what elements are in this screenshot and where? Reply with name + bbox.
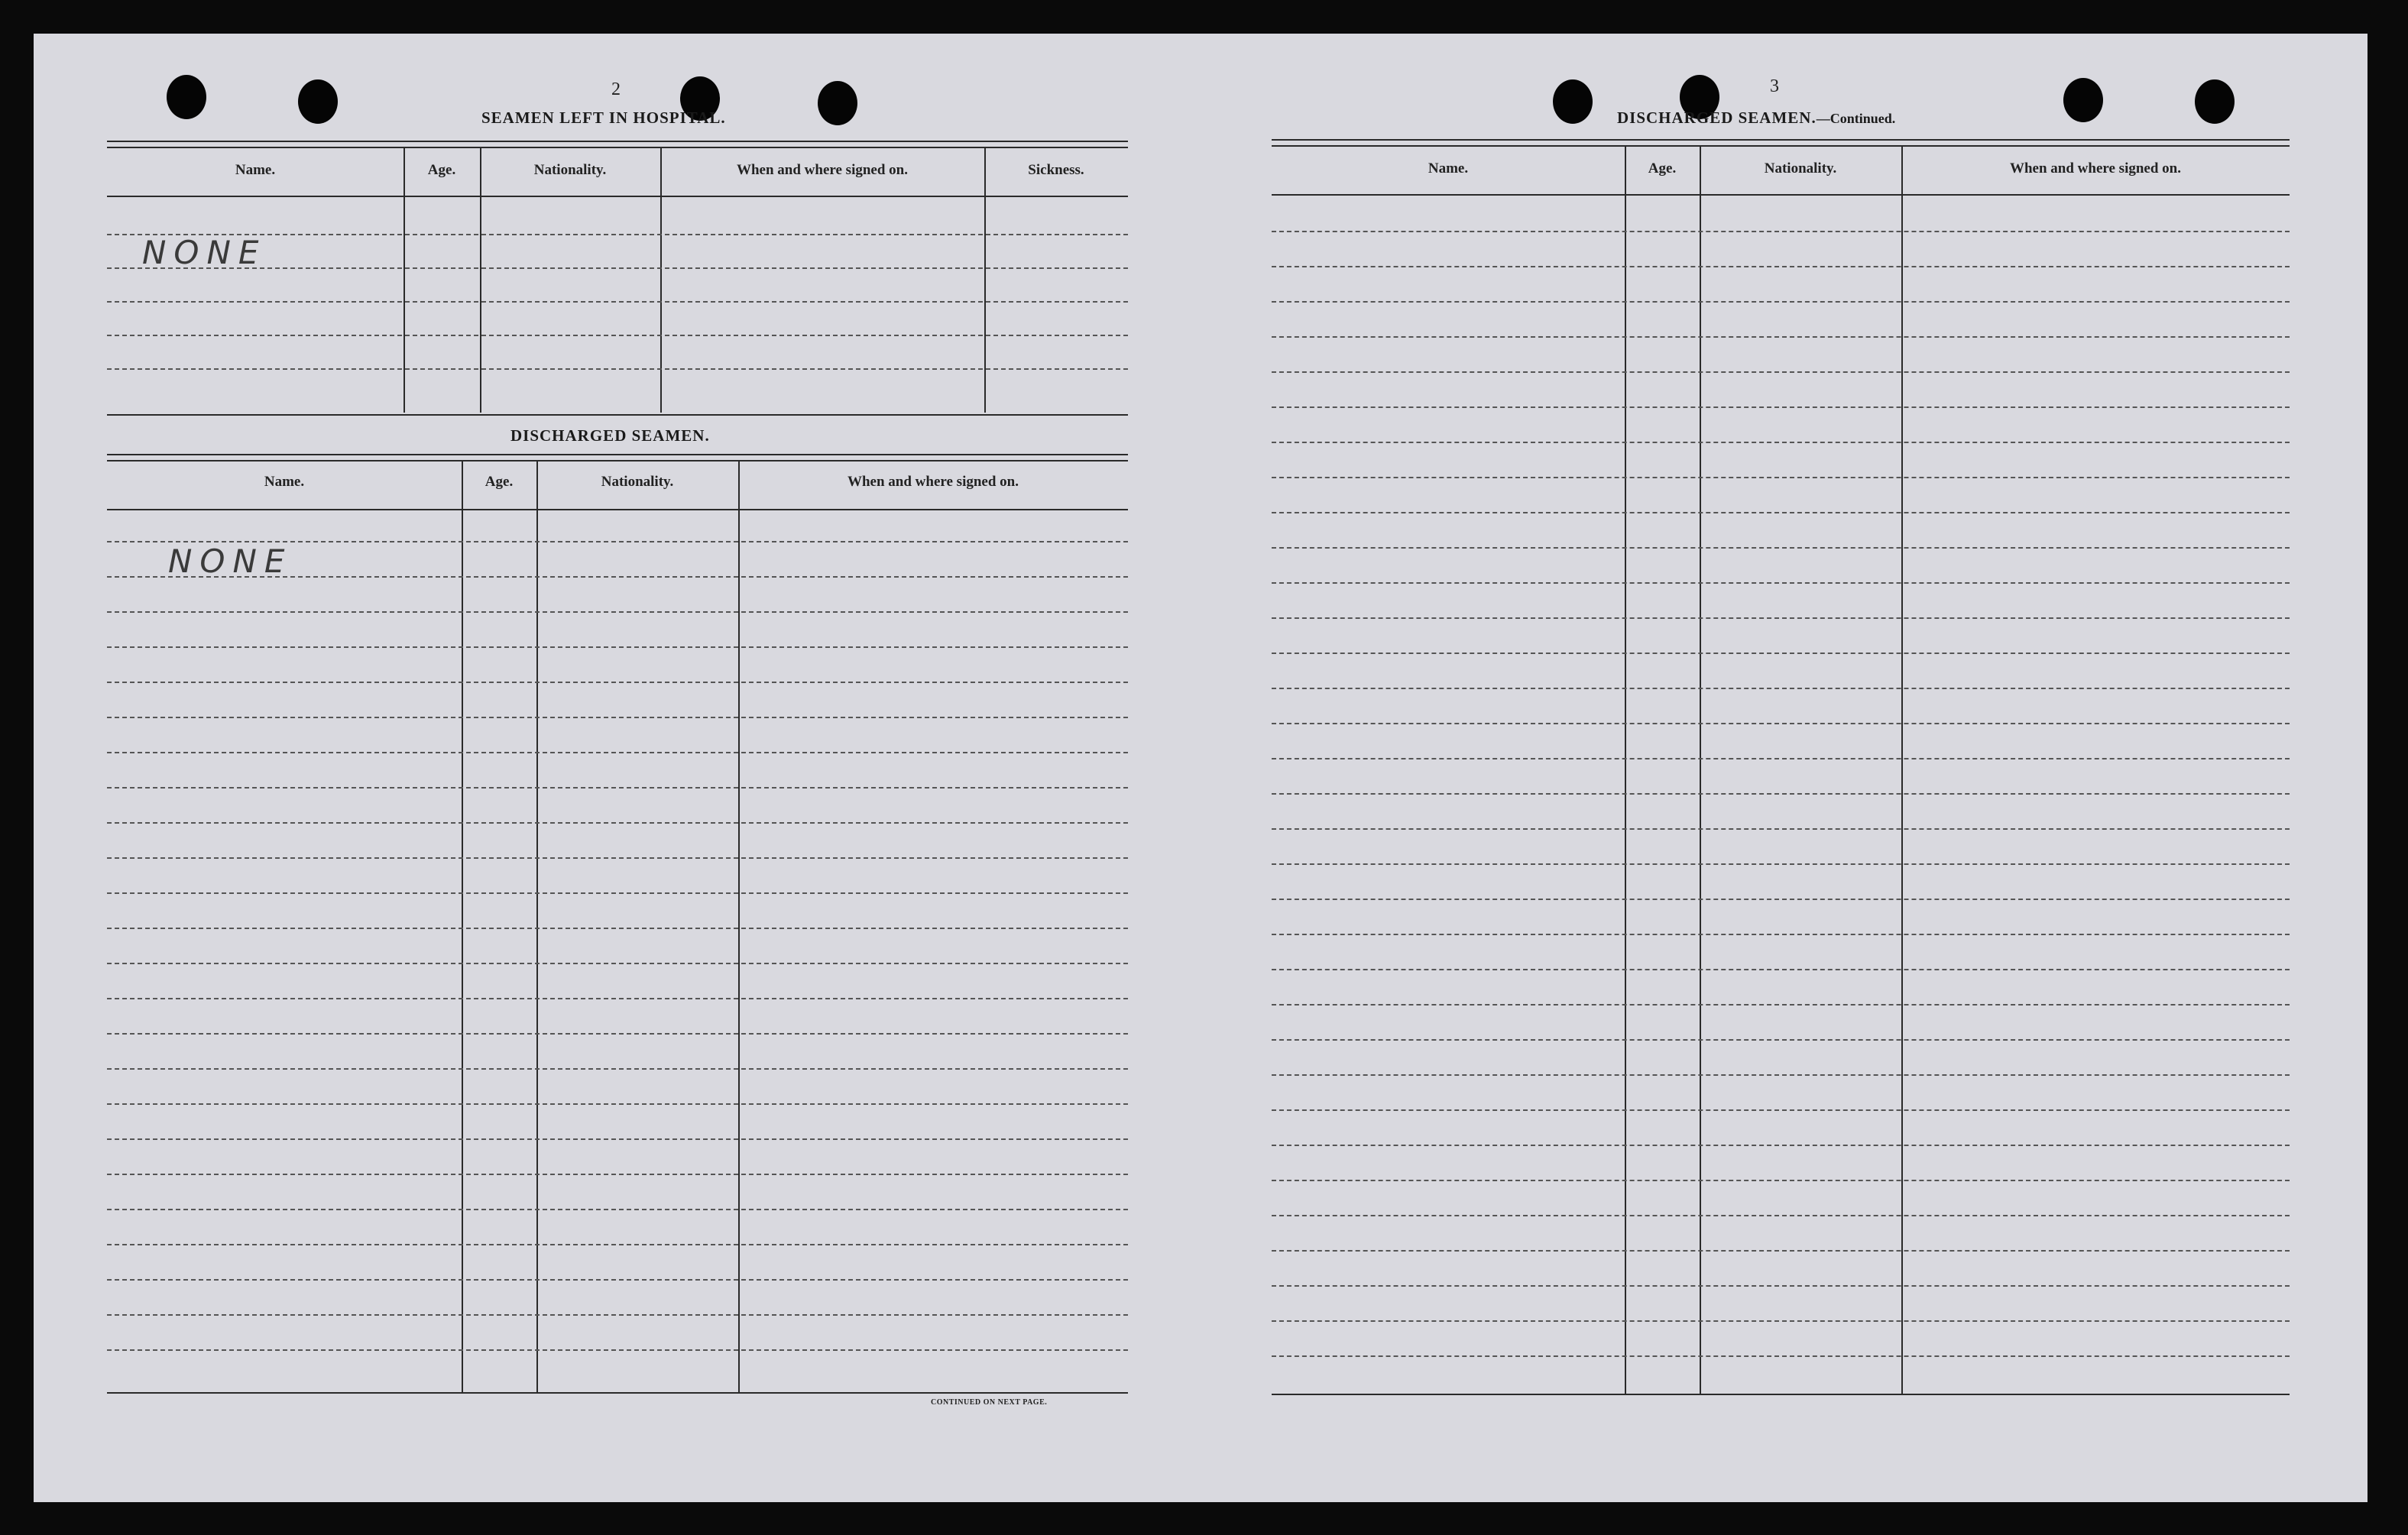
discharged-continued-heading: DISCHARGED SEAMEN.—Continued. <box>1617 108 1896 127</box>
col-header-signed-on: When and where signed on. <box>736 162 908 178</box>
col-header-name: Name. <box>1428 160 1469 176</box>
col-header-nationality: Nationality. <box>601 474 674 490</box>
discharged-heading: DISCHARGED SEAMEN. <box>510 426 710 445</box>
page-number-left: 2 <box>611 79 621 99</box>
punch-hole <box>1553 79 1593 124</box>
col-header-nationality: Nationality. <box>1764 160 1837 176</box>
punch-hole <box>2195 79 2235 124</box>
handwritten-entry: NONE <box>168 542 293 580</box>
col-header-name: Name. <box>264 474 305 490</box>
discharged-table <box>107 454 1128 1394</box>
col-header-sickness: Sickness. <box>1028 162 1084 178</box>
col-header-signed-on: When and where signed on. <box>2009 160 2181 176</box>
page-number-right: 3 <box>1770 76 1779 96</box>
col-header-age: Age. <box>427 162 456 178</box>
punch-hole <box>167 75 206 119</box>
col-header-signed-on: When and where signed on. <box>847 474 1019 490</box>
col-header-nationality: Nationality. <box>533 162 607 178</box>
discharged-continued-table <box>1272 139 2290 1395</box>
punch-hole <box>2063 78 2103 122</box>
punch-hole <box>298 79 338 124</box>
hospital-heading: SEAMEN LEFT IN HOSPITAL. <box>481 108 726 127</box>
handwritten-entry: NONE <box>142 234 267 271</box>
col-header-name: Name. <box>235 162 276 178</box>
col-header-age: Age. <box>1648 160 1677 176</box>
continued-note: CONTINUED ON NEXT PAGE. <box>931 1398 1048 1407</box>
col-header-age: Age. <box>485 474 514 490</box>
punch-hole <box>818 81 857 125</box>
hospital-table <box>107 141 1128 413</box>
